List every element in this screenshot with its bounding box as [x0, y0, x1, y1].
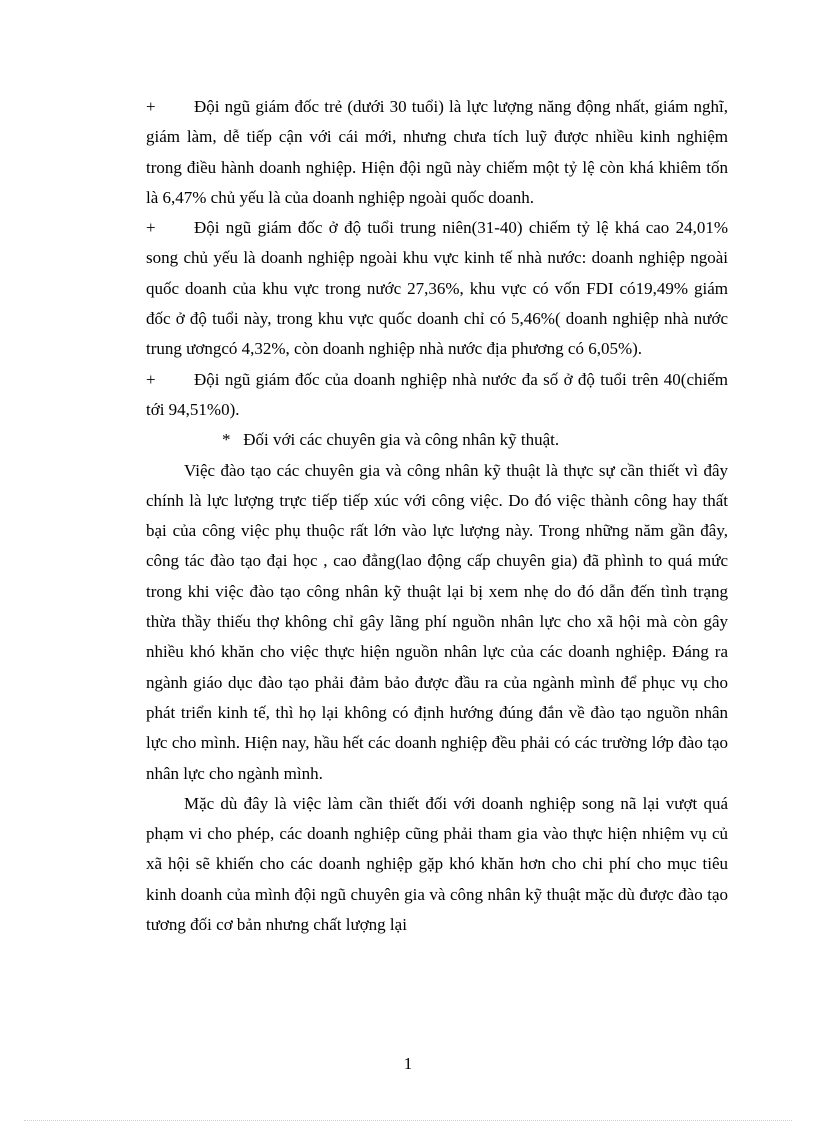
- section-heading-text: Đối với các chuyên gia và công nhân kỹ thuật.: [243, 430, 560, 450]
- paragraph-text: Đội ngũ giám đốc ở độ tuổi trung niên(31-40) chiếm tỷ lệ khá cao 24,01% song chủ yếu là doanh nghiệp ngoài khu vực kinh tế nhà nước: doanh nghiệp ngoài quốc doanh của khu vực trong nước 27,36%, khu vực có vốn FDI có19,49% giám đốc ở độ tuổi này, trong khu vực quốc doanh chỉ có 5,46%( doanh nghiệp nhà nước trung ươngcó 4,32%, còn doanh nghiệp nhà nước địa phương có 6,05%).: [146, 218, 728, 359]
- bullet-paragraph-state-directors: [146, 365, 728, 426]
- page-number: 1: [403, 1054, 413, 1073]
- page-bottom-divider: [24, 1120, 792, 1121]
- paragraph-necessity: Mặc dù đây là việc làm cần thiết đối với doanh nghiệp song nã lại vượt quá phạm vi cho phép, các doanh nghiệp cũng phải tham gia vào thực hiện nhiệm vụ củ xã hội sẽ khiến cho các doanh nghiệp gặp khó khăn hơn cho chi phí cho mục tiêu kinh doanh của mình đội ngũ chuyên gia và công nhân kỹ thuật mặc dù được đào tạo tương đối cơ bản nhưng chất lượng lại: [146, 793, 728, 935]
- paragraph-training-experts: Việc đào tạo các chuyên gia và công nhân kỹ thuật là thực sự cần thiết vì đây chính là lực lượng trực tiếp tiếp xúc với công việc. Do đó việc thành công hay thất bại của công việc phụ thuộc rất lớn vào lực lượng này. Trong những năm gần đây, công tác đào tạo đại học , cao đẳng(lao động cấp chuyên gia) đã phình to quá mức trong khi việc đào tạo công nhân kỹ thuật lại bị xem nhẹ do đó dẫn đến tình trạng thừa thầy thiếu thợ không chỉ gây lãng phí nguồn nhân lực cho xã hội mà còn gây nhiều khó khăn cho việc thực hiện nguồn nhân lực của các doanh nghiệp. Đáng ra ngành giáo dục đào tạo phải đảm bảo được đầu ra của ngành mình để phục vụ cho phát triển kinh tế, thì họ lại không có định hướng đúng đắn về đào tạo nguồn nhân lực cho mình. Hiện nay, hầu hết các doanh nghiệp đều phải có các trường lớp đào tạo nhân lực cho ngành mình.: [146, 460, 728, 783]
- bullet-paragraph-young-directors: [146, 92, 728, 213]
- bullet-marker: +: [146, 369, 156, 389]
- section-heading-experts: [146, 425, 728, 455]
- paragraph-text: Đội ngũ giám đốc trẻ (dưới 30 tuổi) là lực lượng năng động nhất, giám nghĩ, giám làm, dễ tiếp cận với cái mới, nhưng chưa tích luỹ được nhiều kinh nghiệm trong điều hành doanh nghiệp. Hiện đội ngũ này chiếm một tỷ lệ còn khá khiêm tốn là 6,47% chủ yếu là của doanh nghiệp ngoài quốc doanh.: [146, 97, 728, 207]
- star-marker: *: [222, 430, 231, 450]
- document-body: [146, 92, 728, 940]
- bullet-marker: +: [146, 97, 156, 116]
- bullet-paragraph-middle-aged-directors: [146, 213, 728, 364]
- paragraph-text: Đội ngũ giám đốc của doanh nghiệp nhà nước đa số ở độ tuổi trên 40(chiếm tới 94,51%0).: [146, 369, 728, 419]
- bullet-marker: +: [146, 218, 156, 238]
